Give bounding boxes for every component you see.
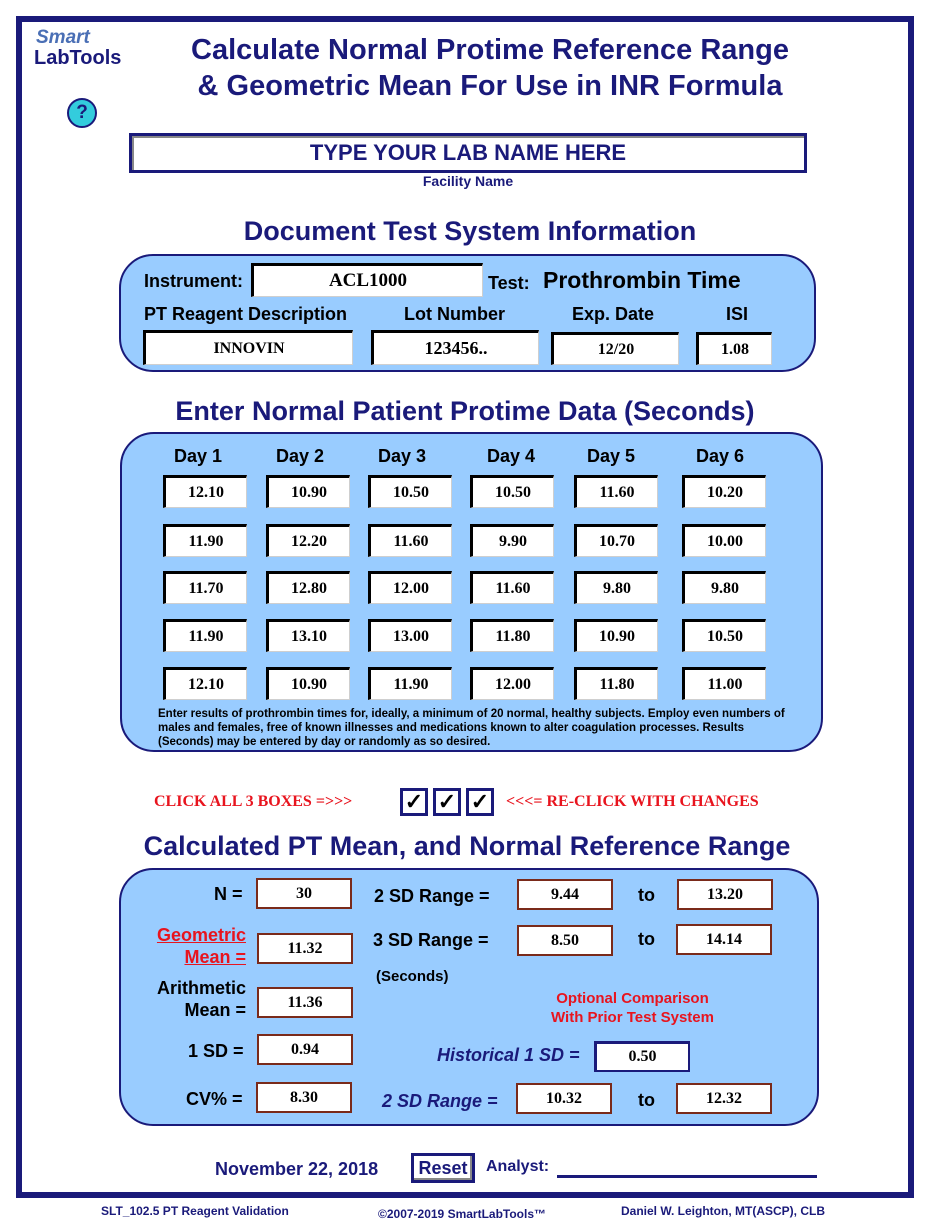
- pt-value-input[interactable]: [682, 667, 766, 700]
- reset-button[interactable]: [411, 1153, 475, 1183]
- pt-value-input[interactable]: [163, 619, 247, 652]
- historical-sd-value: 0.50: [628, 1048, 657, 1065]
- pt-value-input[interactable]: [682, 571, 766, 604]
- pt-value-input[interactable]: [163, 524, 247, 557]
- pt-value: 12.20: [291, 532, 327, 550]
- day-header: Day 3: [378, 446, 427, 466]
- isi-input[interactable]: [696, 332, 772, 365]
- pt-value-input[interactable]: [266, 667, 350, 700]
- to-label: to: [638, 929, 655, 949]
- isi-value: 1.08: [721, 340, 749, 358]
- pt-value-input[interactable]: [574, 571, 658, 604]
- pt-value-input[interactable]: [682, 619, 766, 652]
- pt-value-input[interactable]: [470, 475, 554, 508]
- click-boxes-instruction: CLICK ALL 3 BOXES =>>>: [154, 793, 353, 810]
- pt-value: 12.80: [291, 579, 327, 597]
- arithmetic-label-line-2: Mean =: [184, 1000, 246, 1020]
- reagent-value: INNOVIN: [213, 339, 285, 357]
- pt-value: 12.00: [495, 675, 531, 693]
- facility-name-value: TYPE YOUR LAB NAME HERE: [309, 140, 627, 165]
- reagent-label: PT Reagent Description: [144, 304, 348, 324]
- day-header: Day 2: [276, 446, 325, 466]
- pt-value: 12.10: [188, 675, 224, 693]
- pt-value: 9.80: [711, 579, 739, 597]
- instrument-value: ACL1000: [328, 270, 408, 291]
- geometric-label-line-1: Geometric: [156, 925, 246, 945]
- patient-data-heading: Enter Normal Patient Protime Data (Seconds): [175, 396, 755, 426]
- to-label: to: [638, 885, 655, 905]
- pt-value-input[interactable]: [574, 524, 658, 557]
- exp-date-value: 12/20: [597, 340, 635, 358]
- pt-value: 10.70: [599, 532, 635, 550]
- pt-value: 10.90: [291, 675, 327, 693]
- calc-checkbox-3[interactable]: [466, 788, 494, 816]
- reagent-input[interactable]: [143, 330, 353, 365]
- pt-value-input[interactable]: [574, 667, 658, 700]
- calc-checkbox-1[interactable]: [400, 788, 428, 816]
- pt-value: 10.20: [707, 483, 743, 501]
- pt-value: 11.80: [495, 627, 531, 645]
- pt-value: 12.10: [188, 483, 224, 501]
- sd3-high-value: 14.14: [706, 930, 742, 948]
- pt-value: 11.60: [393, 532, 429, 550]
- results-heading: Calculated PT Mean, and Normal Reference Range: [143, 831, 791, 861]
- sd-value: 0.94: [291, 1040, 319, 1058]
- pt-value-input[interactable]: [266, 571, 350, 604]
- pt-value-input[interactable]: [163, 667, 247, 700]
- pt-value-input[interactable]: [163, 571, 247, 604]
- isi-label: ISI: [726, 304, 749, 324]
- sd3-low-box: [517, 925, 613, 956]
- optional-line-2: With Prior Test System: [551, 1009, 714, 1026]
- pt-value-input[interactable]: [368, 619, 452, 652]
- pt-value-input[interactable]: [574, 619, 658, 652]
- geometric-mean-label: [140, 924, 246, 968]
- pt-value: 10.00: [707, 532, 743, 550]
- pt-value: 10.50: [495, 483, 531, 501]
- report-date: November 22, 2018: [215, 1159, 379, 1179]
- pt-value-input[interactable]: [368, 524, 452, 557]
- arith-mean-value: 11.36: [287, 993, 323, 1011]
- help-icon[interactable]: ?: [67, 98, 97, 128]
- pt-value: 11.70: [188, 579, 224, 597]
- pt-value-input[interactable]: [682, 524, 766, 557]
- arithmetic-label-line-1: Arithmetic: [156, 978, 246, 998]
- sd3-low-value: 8.50: [551, 931, 579, 949]
- optional-comparison-label: [520, 989, 745, 1027]
- historical-range-label: 2 SD Range =: [382, 1091, 498, 1111]
- pt-value: 11.90: [188, 532, 224, 550]
- pt-value: 10.50: [707, 627, 743, 645]
- day-header: Day 6: [696, 446, 745, 466]
- sd2-high-box: [677, 879, 773, 910]
- day-header: Day 1: [174, 446, 223, 466]
- exp-label: Exp. Date: [572, 304, 655, 324]
- title-line-2: & Geometric Mean For Use in INR Formula: [197, 70, 783, 102]
- facility-name-label: Facility Name: [422, 173, 514, 189]
- footer-center: ©2007-2019 SmartLabTools™: [378, 1207, 547, 1221]
- pt-value: 12.00: [393, 579, 429, 597]
- pt-value: 13.10: [291, 627, 327, 645]
- analyst-signature-line[interactable]: [557, 1175, 817, 1178]
- sd-box: [257, 1034, 353, 1065]
- pt-value-input[interactable]: [470, 667, 554, 700]
- pt-value-input[interactable]: [368, 667, 452, 700]
- pt-value: 13.00: [393, 627, 429, 645]
- historical-sd-input[interactable]: [594, 1041, 690, 1072]
- pt-value-input[interactable]: [266, 619, 350, 652]
- pt-value: 10.50: [393, 483, 429, 501]
- hist-low-box: [516, 1083, 612, 1114]
- day-header: Day 5: [587, 446, 636, 466]
- smartlabtools-logo: [34, 28, 134, 72]
- test-value: Prothrombin Time: [543, 267, 741, 293]
- hist-high-value: 12.32: [706, 1089, 742, 1107]
- day-header: Day 4: [487, 446, 536, 466]
- pt-value: 11.80: [599, 675, 635, 693]
- pt-value: 10.90: [599, 627, 635, 645]
- instrument-label: Instrument:: [144, 271, 243, 291]
- pt-value: 9.90: [499, 532, 527, 550]
- pt-value-input[interactable]: [682, 475, 766, 508]
- sd3-range-label: 3 SD Range =: [373, 930, 489, 950]
- calc-checkbox-2[interactable]: [433, 788, 461, 816]
- logo-line-2: LabTools: [34, 47, 122, 69]
- title-line-1: Calculate Normal Protime Reference Range: [191, 34, 789, 66]
- facility-name-input[interactable]: [129, 133, 807, 173]
- cv-label: CV% =: [186, 1089, 243, 1109]
- sd2-low-box: [517, 879, 613, 910]
- pt-value: 11.60: [495, 579, 531, 597]
- check-icon: ✓: [470, 789, 490, 814]
- arith-mean-box: [257, 987, 353, 1018]
- n-value-box: [256, 878, 352, 909]
- to-label: to: [638, 1090, 655, 1110]
- seconds-label: (Seconds): [376, 968, 449, 985]
- sd3-high-box: [676, 924, 772, 955]
- pt-value-input[interactable]: [470, 571, 554, 604]
- pt-value: 11.90: [393, 675, 429, 693]
- geometric-label-line-2: Mean =: [184, 947, 246, 967]
- test-label: Test:: [488, 273, 530, 293]
- cv-box: [256, 1082, 352, 1113]
- pt-value: 10.90: [291, 483, 327, 501]
- pt-value-input[interactable]: [574, 475, 658, 508]
- geo-mean-box: [257, 933, 353, 964]
- historical-sd-label: Historical 1 SD =: [437, 1045, 580, 1065]
- sd2-range-label: 2 SD Range =: [374, 886, 490, 906]
- check-icon: ✓: [437, 789, 457, 814]
- hist-high-box: [676, 1083, 772, 1114]
- arithmetic-mean-label: [140, 977, 246, 1021]
- pt-value-input[interactable]: [368, 571, 452, 604]
- test-system-heading: Document Test System Information: [243, 216, 697, 246]
- sd-label: 1 SD =: [188, 1041, 244, 1061]
- exp-date-input[interactable]: [551, 332, 679, 365]
- lot-label: Lot Number: [404, 304, 505, 324]
- pt-value-input[interactable]: [163, 475, 247, 508]
- reset-button-label: Reset: [418, 1157, 468, 1178]
- lot-value: 123456..: [424, 338, 488, 358]
- pt-value-input[interactable]: [470, 619, 554, 652]
- sd2-high-value: 13.20: [707, 885, 743, 903]
- logo-line-1: Smart: [36, 27, 90, 48]
- reclick-instruction: <<<= RE-CLICK WITH CHANGES: [506, 793, 759, 810]
- pt-value-input[interactable]: [266, 524, 350, 557]
- geo-mean-value: 11.32: [287, 939, 323, 957]
- pt-value-input[interactable]: [368, 475, 452, 508]
- pt-value-input[interactable]: [266, 475, 350, 508]
- analyst-label: Analyst:: [486, 1158, 550, 1175]
- n-value: 30: [296, 884, 312, 902]
- optional-line-1: Optional Comparison: [556, 990, 709, 1007]
- pt-value: 9.80: [603, 579, 631, 597]
- check-icon: ✓: [404, 789, 424, 814]
- cv-value: 8.30: [290, 1088, 318, 1106]
- pt-value: 11.60: [599, 483, 635, 501]
- footer-right: Daniel W. Leighton, MT(ASCP), CLB: [621, 1204, 825, 1218]
- n-label: N =: [214, 884, 243, 904]
- lot-input[interactable]: [371, 330, 539, 365]
- footer-left: SLT_102.5 PT Reagent Validation: [101, 1204, 289, 1218]
- page-title: [120, 32, 860, 104]
- pt-value: 11.00: [707, 675, 743, 693]
- pt-value-input[interactable]: [470, 524, 554, 557]
- hist-low-value: 10.32: [546, 1089, 582, 1107]
- patient-data-note: Enter results of prothrombin times for, ideally, a minimum of 20 normal, healthy subjects. Employ even numbers of males and females, free of known illnesses and medications known to alter coagulation processes. Results (Seconds) may be entered by day or randomly as so desired.: [158, 708, 785, 748]
- instrument-input[interactable]: [251, 263, 483, 297]
- sd2-low-value: 9.44: [551, 885, 579, 903]
- pt-value: 11.90: [188, 627, 224, 645]
